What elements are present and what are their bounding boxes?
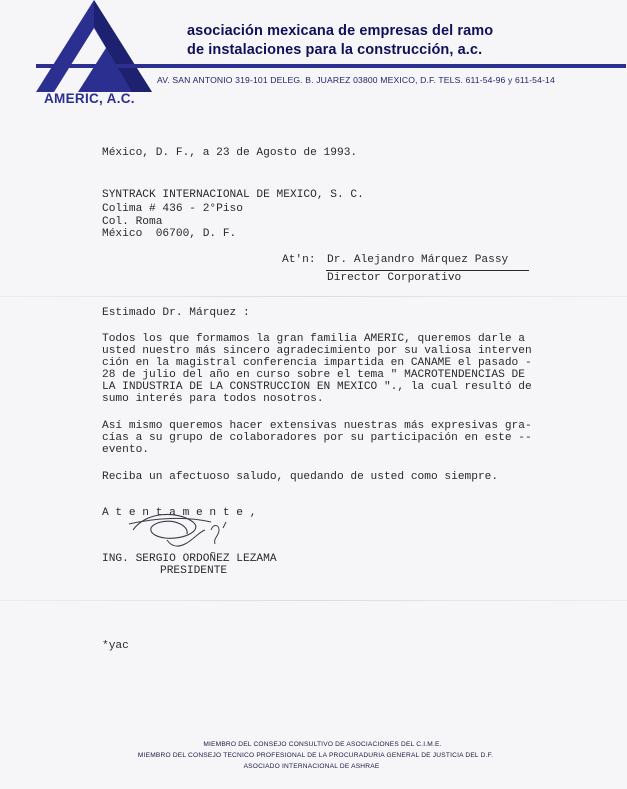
footer-line-1: MIEMBRO DEL CONSEJO CONSULTIVO DE ASOCIACIONES DEL C.I.M.E.: [203, 741, 442, 748]
handwritten-signature: [115, 500, 245, 555]
paper-fold-line: [0, 600, 627, 601]
association-name-line-1: asociación mexicana de empresas del ramo: [187, 23, 494, 39]
letter-date: México, D. F., a 23 de Agosto de 1993.: [102, 147, 358, 159]
attn-underline: [326, 270, 529, 271]
body-line: evento.: [102, 444, 149, 456]
recipient-line: Colima # 436 - 2°Piso: [102, 203, 243, 215]
body-line: 28 de julio del año en curso sobre el tema " MACROTENDENCIAS DE: [102, 369, 525, 381]
recipient-line: México 06700, D. F.: [102, 228, 237, 240]
body-line: cías a su grupo de colaboradores por su participación en este --: [102, 432, 532, 444]
valediction: A t e n t a m e n t e ,: [102, 507, 257, 519]
footer-line-3: ASOCIADO INTERNACIONAL DE ASHRAE: [243, 763, 380, 770]
brand-name: AMERIC, A.C.: [44, 91, 135, 106]
body-line: ción en la magistral conferencia impartida en CANAME el pasado -: [102, 357, 532, 369]
body-line: Todos los que formamos la gran familia AMERIC, queremos darle a: [102, 333, 525, 345]
body-line: Así mismo queremos hacer extensivas nuestras más expresivas gra-: [102, 420, 532, 432]
attn-name: Dr. Alejandro Márquez Passy: [327, 254, 509, 266]
paper-fold-line: [0, 296, 627, 297]
salutation: Estimado Dr. Márquez :: [102, 307, 250, 319]
signer-title: PRESIDENTE: [160, 565, 228, 577]
recipient-line: SYNTRACK INTERNACIONAL DE MEXICO, S. C.: [102, 189, 364, 201]
body-line: usted nuestro más sincero agradecimiento por su valiosa interven: [102, 345, 532, 357]
body-line: LA INDUSTRIA DE LA CONSTRUCCION EN MEXICO "., la cual resultó de: [102, 381, 532, 393]
recipient-line: Col. Roma: [102, 216, 163, 228]
association-name-line-2: de instalaciones para la construcción, a.c.: [187, 42, 483, 58]
footer-line-2: MIEMBRO DEL CONSEJO TECNICO PROFESIONAL DE LA PROCURADURIA GENERAL DE JUSTICIA DEL D.F.: [137, 752, 494, 759]
closing-line: Reciba un afectuoso saludo, quedando de usted como siempre.: [102, 471, 499, 483]
letterhead-address: AV. SAN ANTONIO 319-101 DELEG. B. JUAREZ 03800 MEXICO, D.F. TELS. 611-54-96 y 611-54-14: [157, 75, 555, 85]
signer-name: ING. SERGIO ORDOÑEZ LEZAMA: [102, 553, 277, 565]
body-line: sumo interés para todos nosotros.: [102, 393, 324, 405]
typist-initials: *yac: [102, 640, 129, 652]
association-name: [187, 22, 493, 60]
attn-label: At'n:: [282, 254, 316, 266]
header-rule: [36, 64, 626, 68]
attn-title: Director Corporativo: [327, 272, 462, 284]
